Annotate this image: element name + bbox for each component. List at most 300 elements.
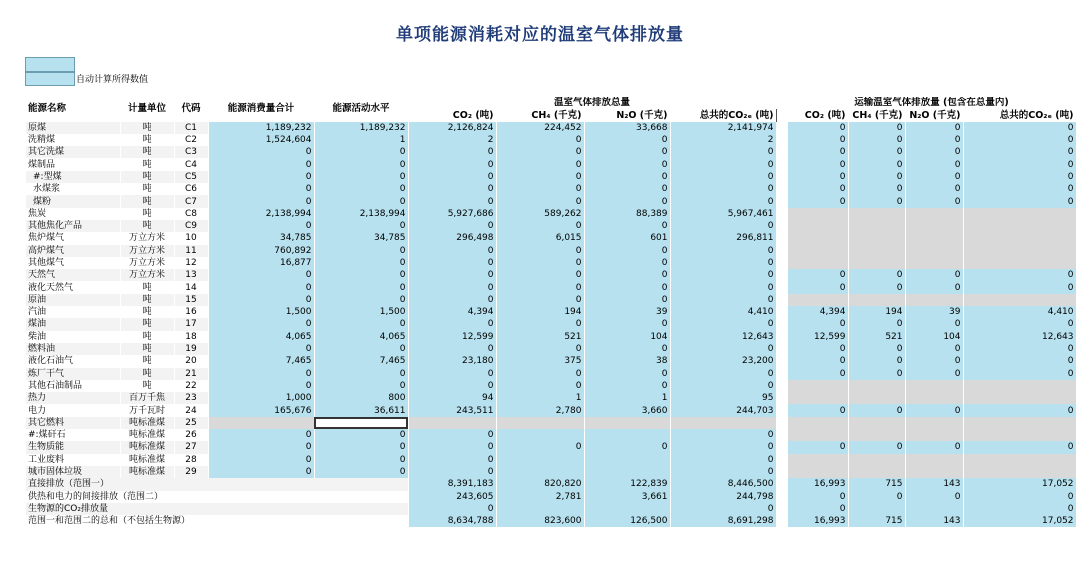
row-unit-cell[interactable]: 吨标准煤 xyxy=(120,454,174,466)
row-activity-cell[interactable]: 0 xyxy=(314,245,408,257)
summary-n2o-cell[interactable]: 3,661 xyxy=(584,491,670,503)
row-total-cell[interactable]: 4,065 xyxy=(208,331,314,343)
row-n2o-cell[interactable]: 33,668 xyxy=(584,122,670,134)
row-t-n2o-cell[interactable] xyxy=(905,245,963,257)
row-t-ch4-cell[interactable]: 0 xyxy=(848,355,905,367)
row-t-n2o-cell[interactable]: 39 xyxy=(905,306,963,318)
row-unit-cell[interactable]: 吨 xyxy=(120,368,174,380)
row-activity-cell[interactable]: 36,611 xyxy=(314,404,408,416)
row-n2o-cell[interactable]: 0 xyxy=(584,146,670,158)
row-ch4-cell[interactable] xyxy=(496,429,584,441)
row-unit-cell[interactable]: 万立方米 xyxy=(120,257,174,269)
row-t-n2o-cell[interactable] xyxy=(905,429,963,441)
row-t-ch4-cell[interactable] xyxy=(848,417,905,429)
row-activity-cell[interactable]: 0 xyxy=(314,318,408,330)
row-t-n2o-cell[interactable]: 0 xyxy=(905,183,963,195)
row-n2o-cell[interactable]: 3,660 xyxy=(584,404,670,416)
row-activity-cell[interactable]: 0 xyxy=(314,429,408,441)
row-ch4-cell[interactable]: 0 xyxy=(496,171,584,183)
summary-t-n2o-cell[interactable]: 143 xyxy=(905,478,963,490)
summary-co2e-cell[interactable]: 244,798 xyxy=(670,491,776,503)
row-unit-cell[interactable]: 吨 xyxy=(120,208,174,220)
row-ch4-cell[interactable]: 2,780 xyxy=(496,404,584,416)
row-t-ch4-cell[interactable]: 0 xyxy=(848,158,905,170)
row-code-cell[interactable]: C1 xyxy=(174,122,208,134)
row-activity-cell[interactable]: 0 xyxy=(314,380,408,392)
row-t-co2-cell[interactable]: 0 xyxy=(787,404,848,416)
row-t-co2e-cell[interactable] xyxy=(963,220,1076,232)
row-t-ch4-cell[interactable] xyxy=(848,454,905,466)
row-code-cell[interactable]: 14 xyxy=(174,281,208,293)
row-total-cell[interactable]: 1,500 xyxy=(208,306,314,318)
row-ch4-cell[interactable]: 0 xyxy=(496,257,584,269)
row-code-cell[interactable]: 20 xyxy=(174,355,208,367)
row-ch4-cell[interactable] xyxy=(496,454,584,466)
row-name-cell[interactable]: 其他煤气 xyxy=(26,257,120,269)
row-code-cell[interactable]: 12 xyxy=(174,257,208,269)
row-t-ch4-cell[interactable]: 0 xyxy=(848,404,905,416)
row-co2-cell[interactable]: 0 xyxy=(408,245,496,257)
row-t-co2-cell[interactable] xyxy=(787,392,848,404)
row-name-cell[interactable]: 其它洗煤 xyxy=(26,146,120,158)
row-ch4-cell[interactable]: 6,015 xyxy=(496,232,584,244)
row-t-co2e-cell[interactable] xyxy=(963,294,1076,306)
row-ch4-cell[interactable]: 0 xyxy=(496,380,584,392)
row-total-cell[interactable]: 34,785 xyxy=(208,232,314,244)
row-ch4-cell[interactable]: 0 xyxy=(496,183,584,195)
row-t-co2-cell[interactable]: 0 xyxy=(787,171,848,183)
row-name-cell[interactable]: 原油 xyxy=(26,294,120,306)
row-t-co2-cell[interactable] xyxy=(787,232,848,244)
summary-t-ch4-cell[interactable]: 715 xyxy=(848,515,905,527)
row-co2-cell[interactable]: 0 xyxy=(408,171,496,183)
row-code-cell[interactable]: C7 xyxy=(174,195,208,207)
row-n2o-cell[interactable]: 0 xyxy=(584,368,670,380)
row-t-ch4-cell[interactable] xyxy=(848,294,905,306)
row-activity-cell[interactable]: 0 xyxy=(314,146,408,158)
summary-co2e-cell[interactable]: 0 xyxy=(670,503,776,515)
selected-cell[interactable] xyxy=(314,417,408,429)
row-co2e-cell[interactable]: 0 xyxy=(670,281,776,293)
row-total-cell[interactable]: 0 xyxy=(208,158,314,170)
summary-label-cell[interactable]: 生物源的CO₂排放量 xyxy=(26,503,408,515)
row-code-cell[interactable]: 13 xyxy=(174,269,208,281)
row-t-n2o-cell[interactable] xyxy=(905,232,963,244)
row-t-n2o-cell[interactable]: 0 xyxy=(905,355,963,367)
row-unit-cell[interactable]: 吨 xyxy=(120,331,174,343)
row-t-co2-cell[interactable]: 0 xyxy=(787,183,848,195)
row-unit-cell[interactable]: 吨标准煤 xyxy=(120,441,174,453)
row-total-cell[interactable] xyxy=(208,417,314,429)
summary-co2-cell[interactable]: 0 xyxy=(408,503,496,515)
row-n2o-cell[interactable]: 0 xyxy=(584,257,670,269)
row-co2-cell[interactable]: 12,599 xyxy=(408,331,496,343)
row-unit-cell[interactable]: 吨 xyxy=(120,134,174,146)
row-activity-cell[interactable]: 0 xyxy=(314,220,408,232)
row-n2o-cell[interactable]: 0 xyxy=(584,195,670,207)
row-code-cell[interactable]: 10 xyxy=(174,232,208,244)
row-t-co2e-cell[interactable]: 0 xyxy=(963,134,1076,146)
summary-label-cell[interactable]: 直接排放（范围一） xyxy=(26,478,408,490)
row-unit-cell[interactable]: 吨标准煤 xyxy=(120,429,174,441)
row-ch4-cell[interactable] xyxy=(496,417,584,429)
row-t-co2e-cell[interactable]: 0 xyxy=(963,355,1076,367)
row-name-cell[interactable]: 高炉煤气 xyxy=(26,245,120,257)
row-code-cell[interactable]: 24 xyxy=(174,404,208,416)
row-co2e-cell[interactable]: 0 xyxy=(670,245,776,257)
row-co2e-cell[interactable]: 0 xyxy=(670,269,776,281)
row-ch4-cell[interactable]: 224,452 xyxy=(496,122,584,134)
row-co2-cell[interactable]: 243,511 xyxy=(408,404,496,416)
row-name-cell[interactable]: 城市固体垃圾 xyxy=(26,466,120,478)
row-unit-cell[interactable]: 万立方米 xyxy=(120,245,174,257)
row-activity-cell[interactable]: 1,189,232 xyxy=(314,122,408,134)
summary-label-cell[interactable]: 范围一和范围二的总和（不包括生物源） xyxy=(26,515,408,527)
summary-t-co2-cell[interactable]: 16,993 xyxy=(787,515,848,527)
row-t-co2-cell[interactable] xyxy=(787,417,848,429)
row-total-cell[interactable]: 0 xyxy=(208,380,314,392)
row-n2o-cell[interactable]: 0 xyxy=(584,220,670,232)
row-t-co2-cell[interactable]: 12,599 xyxy=(787,331,848,343)
row-t-ch4-cell[interactable] xyxy=(848,466,905,478)
summary-ch4-cell[interactable] xyxy=(496,503,584,515)
row-co2e-cell[interactable]: 4,410 xyxy=(670,306,776,318)
row-total-cell[interactable]: 0 xyxy=(208,454,314,466)
row-t-co2-cell[interactable]: 0 xyxy=(787,122,848,134)
row-co2e-cell[interactable]: 0 xyxy=(670,257,776,269)
row-name-cell[interactable]: 电力 xyxy=(26,404,120,416)
row-unit-cell[interactable]: 吨 xyxy=(120,343,174,355)
row-t-ch4-cell[interactable]: 0 xyxy=(848,343,905,355)
row-total-cell[interactable]: 0 xyxy=(208,195,314,207)
row-code-cell[interactable]: 18 xyxy=(174,331,208,343)
row-t-co2-cell[interactable] xyxy=(787,380,848,392)
summary-t-co2-cell[interactable]: 0 xyxy=(787,491,848,503)
row-t-n2o-cell[interactable]: 0 xyxy=(905,441,963,453)
row-t-co2e-cell[interactable]: 0 xyxy=(963,122,1076,134)
row-total-cell[interactable]: 0 xyxy=(208,269,314,281)
row-t-n2o-cell[interactable]: 0 xyxy=(905,281,963,293)
row-t-co2-cell[interactable] xyxy=(787,466,848,478)
row-t-n2o-cell[interactable] xyxy=(905,380,963,392)
row-co2e-cell[interactable]: 23,200 xyxy=(670,355,776,367)
row-total-cell[interactable]: 0 xyxy=(208,441,314,453)
row-t-co2-cell[interactable]: 0 xyxy=(787,146,848,158)
row-activity-cell[interactable]: 0 xyxy=(314,269,408,281)
row-t-n2o-cell[interactable] xyxy=(905,466,963,478)
row-unit-cell[interactable]: 吨 xyxy=(120,158,174,170)
row-t-co2-cell[interactable]: 0 xyxy=(787,158,848,170)
row-unit-cell[interactable]: 吨 xyxy=(120,380,174,392)
row-t-n2o-cell[interactable]: 0 xyxy=(905,404,963,416)
row-t-co2e-cell[interactable]: 0 xyxy=(963,368,1076,380)
row-co2e-cell[interactable]: 0 xyxy=(670,454,776,466)
row-co2e-cell[interactable]: 0 xyxy=(670,441,776,453)
row-activity-cell[interactable]: 0 xyxy=(314,257,408,269)
row-t-co2e-cell[interactable]: 0 xyxy=(963,404,1076,416)
row-activity-cell[interactable]: 800 xyxy=(314,392,408,404)
row-t-n2o-cell[interactable] xyxy=(905,392,963,404)
summary-t-co2-cell[interactable]: 16,993 xyxy=(787,478,848,490)
row-total-cell[interactable]: 0 xyxy=(208,318,314,330)
summary-co2-cell[interactable]: 8,634,788 xyxy=(408,515,496,527)
row-code-cell[interactable]: C6 xyxy=(174,183,208,195)
row-t-co2e-cell[interactable] xyxy=(963,417,1076,429)
row-co2-cell[interactable]: 0 xyxy=(408,158,496,170)
row-name-cell[interactable]: 焦炭 xyxy=(26,208,120,220)
row-co2e-cell[interactable]: 12,643 xyxy=(670,331,776,343)
summary-co2e-cell[interactable]: 8,691,298 xyxy=(670,515,776,527)
row-ch4-cell[interactable]: 0 xyxy=(496,343,584,355)
row-n2o-cell[interactable]: 0 xyxy=(584,441,670,453)
row-t-n2o-cell[interactable]: 0 xyxy=(905,158,963,170)
row-t-n2o-cell[interactable] xyxy=(905,417,963,429)
row-t-ch4-cell[interactable] xyxy=(848,232,905,244)
row-t-ch4-cell[interactable] xyxy=(848,220,905,232)
row-t-co2e-cell[interactable]: 0 xyxy=(963,158,1076,170)
row-t-co2e-cell[interactable] xyxy=(963,429,1076,441)
summary-co2-cell[interactable]: 243,605 xyxy=(408,491,496,503)
row-t-co2-cell[interactable] xyxy=(787,257,848,269)
row-ch4-cell[interactable] xyxy=(496,466,584,478)
row-t-ch4-cell[interactable]: 0 xyxy=(848,318,905,330)
row-unit-cell[interactable]: 吨 xyxy=(120,122,174,134)
summary-t-co2e-cell[interactable]: 17,052 xyxy=(963,515,1076,527)
row-name-cell[interactable]: #:型煤 xyxy=(26,171,120,183)
row-total-cell[interactable]: 0 xyxy=(208,171,314,183)
row-t-n2o-cell[interactable] xyxy=(905,220,963,232)
summary-label-cell[interactable]: 供热和电力的间接排放（范围二） xyxy=(26,491,408,503)
row-co2e-cell[interactable]: 0 xyxy=(670,220,776,232)
row-co2-cell[interactable]: 0 xyxy=(408,441,496,453)
row-t-n2o-cell[interactable]: 0 xyxy=(905,318,963,330)
row-code-cell[interactable]: 16 xyxy=(174,306,208,318)
row-name-cell[interactable]: 煤粉 xyxy=(26,195,120,207)
row-total-cell[interactable]: 165,676 xyxy=(208,404,314,416)
row-activity-cell[interactable]: 0 xyxy=(314,343,408,355)
row-t-n2o-cell[interactable]: 0 xyxy=(905,134,963,146)
row-co2e-cell[interactable]: 95 xyxy=(670,392,776,404)
row-t-ch4-cell[interactable]: 194 xyxy=(848,306,905,318)
row-t-co2-cell[interactable]: 0 xyxy=(787,343,848,355)
row-t-n2o-cell[interactable] xyxy=(905,257,963,269)
row-code-cell[interactable]: 25 xyxy=(174,417,208,429)
row-t-co2e-cell[interactable] xyxy=(963,466,1076,478)
row-co2-cell[interactable]: 0 xyxy=(408,454,496,466)
row-total-cell[interactable]: 7,465 xyxy=(208,355,314,367)
row-t-ch4-cell[interactable]: 0 xyxy=(848,134,905,146)
row-code-cell[interactable]: 26 xyxy=(174,429,208,441)
row-t-co2-cell[interactable] xyxy=(787,294,848,306)
row-t-co2e-cell[interactable] xyxy=(963,454,1076,466)
row-co2e-cell[interactable]: 0 xyxy=(670,158,776,170)
row-total-cell[interactable]: 0 xyxy=(208,220,314,232)
row-t-co2-cell[interactable]: 4,394 xyxy=(787,306,848,318)
row-ch4-cell[interactable]: 0 xyxy=(496,269,584,281)
row-activity-cell[interactable]: 0 xyxy=(314,441,408,453)
row-name-cell[interactable]: 煤油 xyxy=(26,318,120,330)
row-t-n2o-cell[interactable]: 0 xyxy=(905,171,963,183)
row-name-cell[interactable]: 原煤 xyxy=(26,122,120,134)
row-name-cell[interactable]: 焦炉煤气 xyxy=(26,232,120,244)
row-name-cell[interactable]: 工业废料 xyxy=(26,454,120,466)
row-name-cell[interactable]: 液化石油气 xyxy=(26,355,120,367)
row-total-cell[interactable]: 0 xyxy=(208,183,314,195)
summary-t-ch4-cell[interactable] xyxy=(848,503,905,515)
row-n2o-cell[interactable]: 88,389 xyxy=(584,208,670,220)
row-ch4-cell[interactable]: 521 xyxy=(496,331,584,343)
row-ch4-cell[interactable]: 194 xyxy=(496,306,584,318)
row-total-cell[interactable]: 0 xyxy=(208,281,314,293)
row-unit-cell[interactable]: 吨 xyxy=(120,294,174,306)
row-ch4-cell[interactable]: 0 xyxy=(496,294,584,306)
row-t-co2e-cell[interactable]: 0 xyxy=(963,146,1076,158)
row-co2e-cell[interactable]: 296,811 xyxy=(670,232,776,244)
row-t-co2e-cell[interactable] xyxy=(963,208,1076,220)
row-total-cell[interactable]: 0 xyxy=(208,429,314,441)
row-unit-cell[interactable]: 吨 xyxy=(120,220,174,232)
row-co2e-cell[interactable]: 2 xyxy=(670,134,776,146)
row-n2o-cell[interactable]: 39 xyxy=(584,306,670,318)
row-co2e-cell[interactable]: 2,141,974 xyxy=(670,122,776,134)
row-t-n2o-cell[interactable]: 0 xyxy=(905,343,963,355)
row-total-cell[interactable]: 0 xyxy=(208,343,314,355)
row-co2e-cell[interactable]: 5,967,461 xyxy=(670,208,776,220)
row-n2o-cell[interactable]: 601 xyxy=(584,232,670,244)
row-co2-cell[interactable]: 0 xyxy=(408,183,496,195)
row-co2-cell[interactable]: 0 xyxy=(408,146,496,158)
row-t-co2-cell[interactable]: 0 xyxy=(787,355,848,367)
row-name-cell[interactable]: 炼厂干气 xyxy=(26,368,120,380)
row-t-co2e-cell[interactable]: 4,410 xyxy=(963,306,1076,318)
row-t-n2o-cell[interactable] xyxy=(905,208,963,220)
row-t-ch4-cell[interactable]: 0 xyxy=(848,441,905,453)
row-unit-cell[interactable]: 吨标准煤 xyxy=(120,417,174,429)
row-n2o-cell[interactable]: 38 xyxy=(584,355,670,367)
row-code-cell[interactable]: C2 xyxy=(174,134,208,146)
row-activity-cell[interactable]: 34,785 xyxy=(314,232,408,244)
row-t-co2e-cell[interactable] xyxy=(963,257,1076,269)
row-total-cell[interactable]: 16,877 xyxy=(208,257,314,269)
row-n2o-cell[interactable]: 1 xyxy=(584,392,670,404)
row-t-co2e-cell[interactable]: 0 xyxy=(963,195,1076,207)
row-co2e-cell[interactable]: 0 xyxy=(670,183,776,195)
row-activity-cell[interactable]: 0 xyxy=(314,158,408,170)
row-co2-cell[interactable]: 2,126,824 xyxy=(408,122,496,134)
row-code-cell[interactable]: C9 xyxy=(174,220,208,232)
row-t-n2o-cell[interactable]: 104 xyxy=(905,331,963,343)
row-t-ch4-cell[interactable]: 0 xyxy=(848,183,905,195)
row-t-co2e-cell[interactable]: 0 xyxy=(963,441,1076,453)
row-co2-cell[interactable]: 0 xyxy=(408,281,496,293)
row-n2o-cell[interactable] xyxy=(584,466,670,478)
row-n2o-cell[interactable]: 0 xyxy=(584,183,670,195)
row-co2-cell[interactable]: 0 xyxy=(408,343,496,355)
row-ch4-cell[interactable]: 0 xyxy=(496,158,584,170)
row-ch4-cell[interactable]: 0 xyxy=(496,220,584,232)
row-name-cell[interactable]: 热力 xyxy=(26,392,120,404)
row-code-cell[interactable]: C4 xyxy=(174,158,208,170)
row-t-ch4-cell[interactable]: 521 xyxy=(848,331,905,343)
row-unit-cell[interactable]: 万立方米 xyxy=(120,269,174,281)
row-t-co2-cell[interactable]: 0 xyxy=(787,195,848,207)
row-t-ch4-cell[interactable] xyxy=(848,429,905,441)
summary-ch4-cell[interactable]: 823,600 xyxy=(496,515,584,527)
summary-ch4-cell[interactable]: 2,781 xyxy=(496,491,584,503)
row-code-cell[interactable]: 27 xyxy=(174,441,208,453)
row-t-co2e-cell[interactable]: 0 xyxy=(963,171,1076,183)
row-unit-cell[interactable]: 万千瓦时 xyxy=(120,404,174,416)
row-name-cell[interactable]: 柴油 xyxy=(26,331,120,343)
row-t-co2-cell[interactable]: 0 xyxy=(787,318,848,330)
row-co2e-cell[interactable]: 0 xyxy=(670,429,776,441)
row-t-ch4-cell[interactable]: 0 xyxy=(848,171,905,183)
row-n2o-cell[interactable]: 0 xyxy=(584,343,670,355)
row-t-co2-cell[interactable]: 0 xyxy=(787,134,848,146)
row-unit-cell[interactable]: 吨 xyxy=(120,195,174,207)
row-code-cell[interactable]: 11 xyxy=(174,245,208,257)
row-name-cell[interactable]: 煤制品 xyxy=(26,158,120,170)
row-activity-cell[interactable]: 0 xyxy=(314,281,408,293)
row-activity-cell[interactable]: 0 xyxy=(314,171,408,183)
row-name-cell[interactable]: 液化天然气 xyxy=(26,281,120,293)
row-co2-cell[interactable]: 4,394 xyxy=(408,306,496,318)
row-total-cell[interactable]: 1,000 xyxy=(208,392,314,404)
row-code-cell[interactable]: 19 xyxy=(174,343,208,355)
row-t-co2-cell[interactable] xyxy=(787,454,848,466)
summary-t-n2o-cell[interactable]: 0 xyxy=(905,491,963,503)
row-unit-cell[interactable]: 吨标准煤 xyxy=(120,466,174,478)
row-t-co2-cell[interactable] xyxy=(787,208,848,220)
row-co2-cell[interactable]: 296,498 xyxy=(408,232,496,244)
row-co2-cell[interactable]: 0 xyxy=(408,368,496,380)
row-code-cell[interactable]: 21 xyxy=(174,368,208,380)
row-co2-cell[interactable]: 0 xyxy=(408,429,496,441)
row-code-cell[interactable]: C8 xyxy=(174,208,208,220)
row-ch4-cell[interactable]: 589,262 xyxy=(496,208,584,220)
row-name-cell[interactable]: 汽油 xyxy=(26,306,120,318)
row-co2-cell[interactable]: 0 xyxy=(408,318,496,330)
summary-t-ch4-cell[interactable]: 715 xyxy=(848,478,905,490)
row-co2e-cell[interactable]: 0 xyxy=(670,343,776,355)
row-code-cell[interactable]: 22 xyxy=(174,380,208,392)
row-n2o-cell[interactable]: 0 xyxy=(584,318,670,330)
row-activity-cell[interactable]: 4,065 xyxy=(314,331,408,343)
row-ch4-cell[interactable]: 0 xyxy=(496,368,584,380)
row-co2-cell[interactable]: 0 xyxy=(408,195,496,207)
row-code-cell[interactable]: C5 xyxy=(174,171,208,183)
row-t-n2o-cell[interactable] xyxy=(905,294,963,306)
row-t-co2e-cell[interactable]: 0 xyxy=(963,318,1076,330)
row-total-cell[interactable]: 760,892 xyxy=(208,245,314,257)
row-t-ch4-cell[interactable]: 0 xyxy=(848,195,905,207)
row-co2e-cell[interactable]: 0 xyxy=(670,294,776,306)
row-unit-cell[interactable]: 万立方米 xyxy=(120,232,174,244)
row-total-cell[interactable]: 0 xyxy=(208,146,314,158)
row-co2-cell[interactable]: 0 xyxy=(408,269,496,281)
row-code-cell[interactable]: 28 xyxy=(174,454,208,466)
row-activity-cell[interactable]: 0 xyxy=(314,466,408,478)
row-code-cell[interactable]: 23 xyxy=(174,392,208,404)
row-unit-cell[interactable]: 吨 xyxy=(120,281,174,293)
row-unit-cell[interactable]: 吨 xyxy=(120,318,174,330)
summary-co2-cell[interactable]: 8,391,183 xyxy=(408,478,496,490)
row-t-co2e-cell[interactable]: 0 xyxy=(963,281,1076,293)
row-co2e-cell[interactable] xyxy=(670,417,776,429)
summary-t-co2e-cell[interactable]: 17,052 xyxy=(963,478,1076,490)
row-activity-cell[interactable]: 0 xyxy=(314,294,408,306)
row-code-cell[interactable]: 15 xyxy=(174,294,208,306)
